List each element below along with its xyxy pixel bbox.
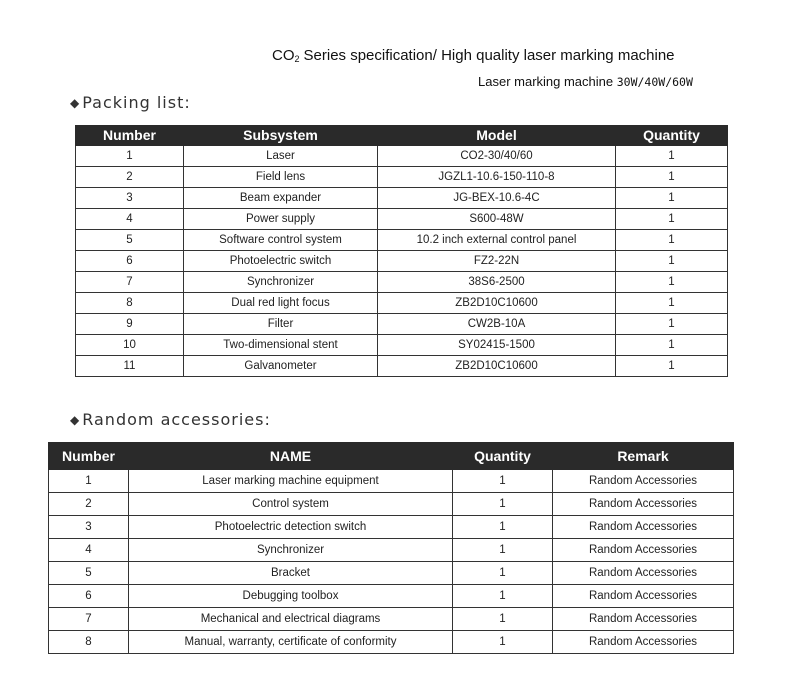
table-row (76, 167, 728, 188)
cell-quantity: 1 (453, 631, 553, 654)
table-row (76, 335, 728, 356)
cell-subsystem: Synchronizer (184, 272, 378, 293)
cell-number: 8 (49, 631, 129, 654)
cell-number: 9 (76, 314, 184, 335)
subtitle-power: 30W/40W/60W (616, 75, 693, 89)
cell-number: 6 (76, 251, 184, 272)
cell-number: 3 (76, 188, 184, 209)
cell-quantity: 1 (453, 539, 553, 562)
cell-remark: Random Accessories (553, 470, 734, 493)
cell-quantity: 1 (616, 272, 728, 293)
title-prefix: CO (272, 47, 295, 64)
cell-number: 7 (76, 272, 184, 293)
table-row (49, 516, 734, 539)
cell-quantity: 1 (616, 356, 728, 377)
cell-remark: Random Accessories (553, 585, 734, 608)
cell-number: 6 (49, 585, 129, 608)
cell-number: 5 (49, 562, 129, 585)
cell-quantity: 1 (616, 335, 728, 356)
cell-model: S600-48W (378, 209, 616, 230)
cell-quantity: 1 (453, 493, 553, 516)
cell-quantity: 1 (453, 516, 553, 539)
cell-quantity: 1 (616, 167, 728, 188)
cell-name: Bracket (129, 562, 453, 585)
cell-remark: Random Accessories (553, 608, 734, 631)
cell-number: 2 (49, 493, 129, 516)
cell-remark: Random Accessories (553, 631, 734, 654)
cell-remark: Random Accessories (553, 493, 734, 516)
cell-quantity: 1 (616, 188, 728, 209)
column-header-quantity: Quantity (453, 443, 553, 470)
cell-number: 4 (49, 539, 129, 562)
cell-quantity: 1 (616, 293, 728, 314)
cell-model: 10.2 inch external control panel (378, 230, 616, 251)
cell-name: Synchronizer (129, 539, 453, 562)
cell-model: JG-BEX-10.6-4C (378, 188, 616, 209)
title-subscript: 2 (294, 54, 300, 64)
subtitle-text: Laser marking machine (478, 74, 617, 89)
cell-name: Laser marking machine equipment (129, 470, 453, 493)
cell-model: JGZL1-10.6-150-110-8 (378, 167, 616, 188)
table-row (76, 293, 728, 314)
table-row (76, 314, 728, 335)
column-header-name: NAME (129, 443, 453, 470)
cell-number: 11 (76, 356, 184, 377)
cell-subsystem: Galvanometer (184, 356, 378, 377)
cell-quantity: 1 (616, 314, 728, 335)
table-header-row (76, 126, 728, 146)
cell-number: 2 (76, 167, 184, 188)
cell-number: 8 (76, 293, 184, 314)
cell-model: ZB2D10C10600 (378, 293, 616, 314)
cell-subsystem: Field lens (184, 167, 378, 188)
cell-subsystem: Beam expander (184, 188, 378, 209)
table-row (76, 272, 728, 293)
cell-subsystem: Dual red light focus (184, 293, 378, 314)
table-row (76, 356, 728, 377)
cell-quantity: 1 (616, 230, 728, 251)
cell-number: 1 (76, 146, 184, 167)
table-row (49, 493, 734, 516)
cell-number: 7 (49, 608, 129, 631)
cell-quantity: 1 (453, 585, 553, 608)
cell-quantity: 1 (453, 470, 553, 493)
cell-name: Debugging toolbox (129, 585, 453, 608)
cell-model: FZ2-22N (378, 251, 616, 272)
cell-number: 5 (76, 230, 184, 251)
table-row (76, 146, 728, 167)
table-row (49, 631, 734, 654)
column-header-model: Model (378, 126, 616, 146)
column-header-number: Number (49, 443, 129, 470)
random-accessories-heading (70, 410, 271, 429)
random-accessories-table (48, 442, 734, 654)
cell-model: 38S6-2500 (378, 272, 616, 293)
cell-model: CO2-30/40/60 (378, 146, 616, 167)
cell-subsystem: Laser (184, 146, 378, 167)
cell-name: Photoelectric detection switch (129, 516, 453, 539)
column-header-quantity: Quantity (616, 126, 728, 146)
cell-quantity: 1 (616, 209, 728, 230)
table-row (49, 470, 734, 493)
cell-remark: Random Accessories (553, 516, 734, 539)
packing-list-table (75, 125, 728, 377)
table-row (49, 608, 734, 631)
cell-quantity: 1 (453, 562, 553, 585)
cell-number: 1 (49, 470, 129, 493)
cell-model: SY02415-1500 (378, 335, 616, 356)
diamond-bullet-icon: ◆ (70, 413, 81, 427)
page-subtitle (478, 74, 693, 89)
table-row (76, 230, 728, 251)
packing-list-heading (70, 93, 191, 112)
table-header-row (49, 443, 734, 470)
cell-number: 3 (49, 516, 129, 539)
random-accessories-heading-text: Random accessories: (82, 410, 271, 429)
cell-quantity: 1 (453, 608, 553, 631)
cell-quantity: 1 (616, 146, 728, 167)
table-row (49, 562, 734, 585)
cell-model: CW2B-10A (378, 314, 616, 335)
cell-subsystem: Two-dimensional stent (184, 335, 378, 356)
cell-number: 10 (76, 335, 184, 356)
column-header-remark: Remark (553, 443, 734, 470)
diamond-bullet-icon: ◆ (70, 96, 81, 110)
cell-quantity: 1 (616, 251, 728, 272)
cell-remark: Random Accessories (553, 562, 734, 585)
table-row (76, 209, 728, 230)
table-row (49, 539, 734, 562)
cell-subsystem: Photoelectric switch (184, 251, 378, 272)
random-accessories-body (49, 470, 734, 654)
cell-name: Mechanical and electrical diagrams (129, 608, 453, 631)
cell-subsystem: Filter (184, 314, 378, 335)
cell-name: Manual, warranty, certificate of conformity (129, 631, 453, 654)
title-rest: Series specification/ High quality laser marking machine (303, 47, 675, 64)
cell-subsystem: Software control system (184, 230, 378, 251)
table-row (49, 585, 734, 608)
column-header-subsystem: Subsystem (184, 126, 378, 146)
packing-list-body (76, 146, 728, 377)
cell-number: 4 (76, 209, 184, 230)
table-row (76, 188, 728, 209)
packing-list-heading-text: Packing list: (82, 93, 191, 112)
cell-subsystem: Power supply (184, 209, 378, 230)
column-header-number: Number (76, 126, 184, 146)
cell-model: ZB2D10C10600 (378, 356, 616, 377)
table-row (76, 251, 728, 272)
cell-remark: Random Accessories (553, 539, 734, 562)
cell-name: Control system (129, 493, 453, 516)
page-title (272, 47, 675, 64)
